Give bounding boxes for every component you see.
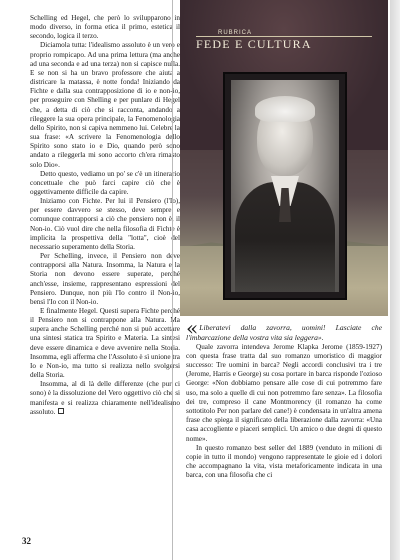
portrait-hair xyxy=(255,96,315,122)
lead-quote xyxy=(186,316,382,343)
paragraph: In questo romanzo best seller del 1889 (venduto in milioni di copie in tutto il mondo) vengono rappresentate le gioie ed i dolori che accompagnano la vita, vista metaforicamente indicata in una barca, con una filosofia che ci xyxy=(186,443,382,480)
paragraph: E finalmente Hegel. Questi supera Fichte perché il Pensiero non si contrappone alla Natura. Ma supera anche Schelling perché non si può accettare una sintesi statica tra Spirito e Materia. La sintesi deve essere dinamica e deve avvenire nella Storia. Insomma, egli afferma che l'Assoluto è sì unione tra Io e Non-io, ma tutto si realizza nello svolgersi della Storia. xyxy=(30,307,180,380)
end-mark-icon xyxy=(58,408,64,414)
lead-text: Liberatevi dalla zavorra, uomini! Lasciate che l'imbarcazione della vostra vita sia leggera». xyxy=(186,323,382,342)
page-edge xyxy=(390,0,400,560)
paragraph: Quale zavorra intendeva Jerome Klapka Jerome (1859-1927) con questa frase tratta dal suo romanzo umoristico di maggior successo: Tre uomini in barca? Negli accordi conclusivi tra i tre (Jerome, Harris e George) su cosa portare in barca risponde l'ozioso George: «Non dobbiamo pensare alle cose di cui potremmo fare uso, ma solo a quelle di cui non potremmo fare senza». La filosofia dei tre, compreso il cane Montmorency (il romanzo ha come sottotitolo Per non parlare del cane!) è condensata in un'altra amena frase che spiega il significato della liberazione dalla zavorra: «Una casa accogliente e piaceri semplici. Un amico o due degni di questo nome». xyxy=(186,342,382,443)
portrait-shade xyxy=(231,240,339,292)
portrait-image xyxy=(231,80,339,292)
paragraph: Detto questo, vediamo un po' se c'è un itinerario concettuale che può farci capire ciò che è oggettivamente difficile da capire. xyxy=(30,169,180,196)
paragraph: Schelling ed Hegel, che però lo svilupparono in modo diverso, in forma etica il primo, estetica il secondo, logica il terzo. xyxy=(30,14,180,41)
paragraph: Per Schelling, invece, il Pensiero non deve contrapporsi alla Natura. Insomma, la Natura e la Storia non devono essere superate, perché anch'esse, insieme, rappresentano espressioni del Pensiero. Dunque, non più l'Io contro il Non-io, bensì l'Io con il Non-io. xyxy=(30,252,180,306)
section-kicker: RUBRICA xyxy=(218,30,253,36)
right-column-text xyxy=(186,316,382,481)
section-title: FEDE E CULTURA xyxy=(196,37,312,51)
left-column-text xyxy=(30,14,180,417)
paragraph xyxy=(30,380,180,417)
paragraph: Diciamola tutta: l'idealismo assoluto è un vero e proprio rompicapo. Ad una prima lettura (ma anche ad una seconda e ad una terza) non si capisce nulla. E se non si ha un bravo professore che aiuta a districare la matassa, è notte fonda! Iniziando da Fichte e dalla sua contrapposizione di io e non-io, per proseguire con Shelling e per punlare di Hegel che, a detta di ciò che si racconta, andando a rileggere la sua opera principale, la Fenomenologia dello Spirito, non si capiva nemmeno lui. Celebre la sua frase: «A scrivere la Fenomenologia dello Spirito sono stato io e Dio, quando però sono andato a rileggerla mi sono accorto ch'era rimasto solo Dio». xyxy=(30,41,180,169)
section-header xyxy=(196,30,372,52)
quote-mark: « xyxy=(186,316,199,340)
page-number: 32 xyxy=(22,536,31,546)
portrait-photo xyxy=(223,72,347,300)
paragraph-text: Insomma, al di là delle differenze (che pur ci sono) è la dissoluzione del Vero oggettivo ciò che si manifesta e si realizza chiaramente nell'idealismo assoluto. xyxy=(30,380,180,416)
column-divider xyxy=(172,0,173,560)
paragraph: Iniziamo con Fichte. Per lui il Pensiero (l'Io), per essere davvero se stesso, deve sempre e comunque contrapporsi a ciò che pensiero non è, il Non-io. Ciò vuol dire che nella filosofia di Fichte è implicita la prospettiva della "lotta", cioè del necessario superamento della Storia. xyxy=(30,197,180,251)
